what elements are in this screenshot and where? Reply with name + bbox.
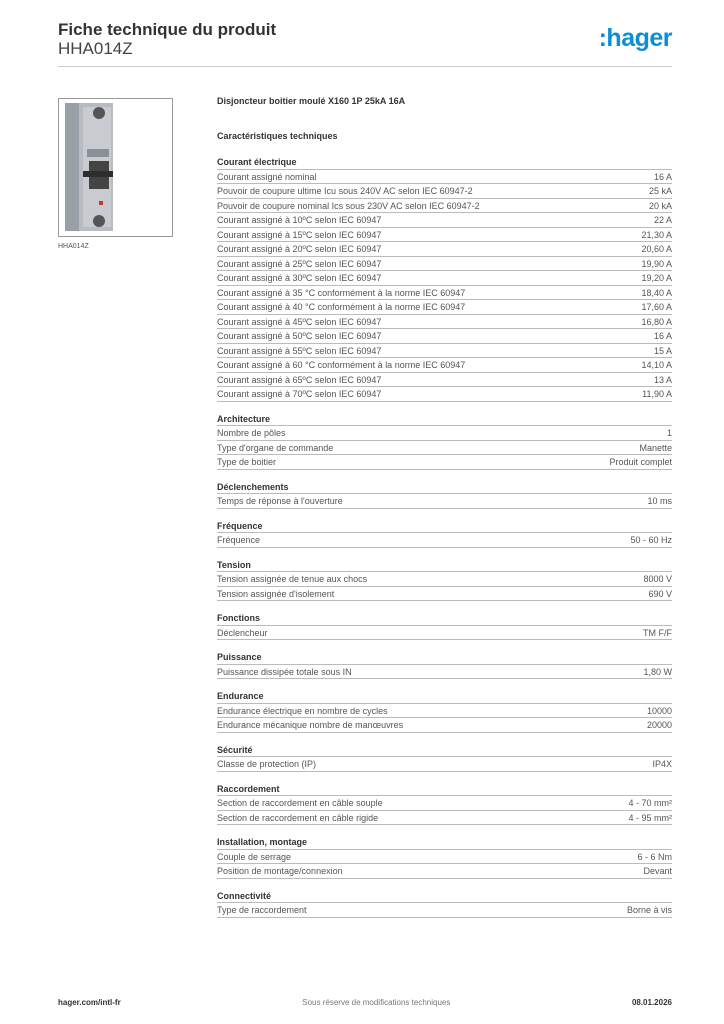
- spec-value: 16,80 A: [641, 316, 672, 327]
- spec-label: Section de raccordement en câble souple: [217, 798, 383, 808]
- section-heading: Puissance: [217, 650, 672, 665]
- page-title: Fiche technique du produit: [58, 20, 277, 39]
- spec-row: [217, 242, 672, 257]
- spec-value: 20000: [646, 720, 672, 730]
- hager-logo: :hager: [598, 24, 672, 52]
- spec-value: 16 A: [653, 331, 672, 341]
- spec-label: Endurance électrique en nombre de cycles: [217, 705, 388, 716]
- spec-section: [217, 611, 672, 640]
- spec-value: 20 kA: [648, 200, 672, 211]
- spec-row: [217, 170, 672, 185]
- spec-label: Type de raccordement: [217, 905, 307, 915]
- spec-label: Tension assignée d'isolement: [217, 588, 335, 599]
- circuit-breaker-icon: [59, 99, 172, 236]
- product-code: HHA014Z: [58, 39, 133, 58]
- spec-label: Courant assigné à 45ºC selon IEC 60947: [217, 316, 382, 327]
- spec-value: 19,20 A: [641, 273, 672, 283]
- spec-label: Courant assigné à 15ºC selon IEC 60947: [217, 229, 382, 240]
- spec-value: 690 V: [648, 588, 672, 599]
- spec-label: Pouvoir de coupure nominal Ics sous 230V AC selon IEC 60947-2: [217, 200, 480, 211]
- spec-section: [217, 782, 672, 826]
- spec-label: Courant assigné à 65ºC selon IEC 60947: [217, 374, 382, 385]
- spec-value: 8000 V: [643, 574, 672, 584]
- spec-row: [217, 903, 672, 918]
- spec-row: [217, 796, 672, 811]
- spec-row: [217, 213, 672, 228]
- characteristics-title: Caractéristiques techniques: [217, 131, 338, 141]
- spec-section: [217, 743, 672, 772]
- spec-label: Courant assigné à 25ºC selon IEC 60947: [217, 258, 382, 269]
- spec-section: [217, 650, 672, 679]
- spec-row: [217, 626, 672, 641]
- image-caption: HHA014Z: [58, 243, 89, 250]
- spec-label: Courant assigné à 40 °C conformément à la norme IEC 60947: [217, 302, 466, 312]
- spec-row: [217, 864, 672, 879]
- spec-label: Nombre de pôles: [217, 428, 286, 438]
- section-heading: Architecture: [217, 412, 672, 427]
- product-name: Disjoncteur boitier moulé X160 1P 25kA 16A: [217, 96, 406, 106]
- spec-value: 1,80 W: [643, 666, 672, 677]
- section-heading: Sécurité: [217, 743, 672, 758]
- spec-row: [217, 494, 672, 509]
- spec-row: [217, 387, 672, 402]
- spec-label: Courant assigné à 30ºC selon IEC 60947: [217, 273, 382, 283]
- spec-value: 4 - 70 mm²: [628, 798, 672, 808]
- spec-label: Courant assigné à 35 °C conformément à la norme IEC 60947: [217, 287, 466, 298]
- spec-row: [217, 373, 672, 388]
- spec-row: [217, 572, 672, 587]
- spec-row: [217, 426, 672, 441]
- spec-label: Courant assigné nominal: [217, 171, 317, 182]
- section-heading: Courant électrique: [217, 155, 672, 170]
- spec-section: [217, 155, 672, 402]
- spec-value: 6 - 6 Nm: [637, 851, 672, 862]
- spec-value: 50 - 60 Hz: [630, 535, 672, 545]
- spec-label: Courant assigné à 20ºC selon IEC 60947: [217, 244, 382, 254]
- spec-section: [217, 519, 672, 548]
- spec-value: 11,90 A: [642, 389, 672, 399]
- spec-value: 19,90 A: [641, 258, 672, 269]
- spec-row: [217, 704, 672, 719]
- section-heading: Fréquence: [217, 519, 672, 534]
- spec-row: [217, 344, 672, 359]
- spec-label: Courant assigné à 70ºC selon IEC 60947: [217, 389, 382, 399]
- section-heading: Installation, montage: [217, 835, 672, 850]
- spec-label: Déclencheur: [217, 627, 268, 638]
- spec-row: [217, 315, 672, 330]
- spec-value: 15 A: [653, 345, 672, 356]
- spec-value: 25 kA: [648, 186, 672, 196]
- spec-value: 21,30 A: [641, 229, 672, 240]
- spec-row: [217, 300, 672, 315]
- section-heading: Déclenchements: [217, 480, 672, 495]
- spec-value: 4 - 95 mm²: [628, 812, 672, 823]
- spec-value: 22 A: [653, 215, 672, 225]
- spec-label: Courant assigné à 55ºC selon IEC 60947: [217, 345, 382, 356]
- spec-value: 18,40 A: [641, 287, 672, 298]
- spec-section: [217, 480, 672, 509]
- spec-label: Couple de serrage: [217, 851, 292, 862]
- spec-value: 20,60 A: [641, 244, 672, 254]
- spec-row: [217, 455, 672, 470]
- spec-sections: [217, 155, 672, 918]
- spec-column: [217, 94, 672, 918]
- spec-value: Produit complet: [609, 457, 672, 467]
- spec-value: 17,60 A: [641, 302, 672, 312]
- spec-value: 1: [666, 428, 672, 438]
- spec-label: Courant assigné à 60 °C conformément à la norme IEC 60947: [217, 360, 466, 370]
- spec-label: Pouvoir de coupure ultime Icu sous 240V AC selon IEC 60947-2: [217, 186, 473, 196]
- spec-label: Tension assignée de tenue aux chocs: [217, 574, 368, 584]
- spec-label: Type de boitier: [217, 457, 277, 467]
- spec-label: Classe de protection (IP): [217, 759, 317, 769]
- spec-row: [217, 757, 672, 772]
- spec-row: [217, 271, 672, 286]
- spec-row: [217, 184, 672, 199]
- spec-row: [217, 718, 672, 733]
- section-heading: Connectivité: [217, 889, 672, 904]
- spec-row: [217, 850, 672, 865]
- section-heading: Tension: [217, 558, 672, 573]
- spec-row: [217, 199, 672, 214]
- footer-date: 08.01.2026: [631, 998, 672, 1007]
- spec-label: Endurance mécanique nombre de manœuvres: [217, 720, 404, 730]
- spec-label: Courant assigné à 50ºC selon IEC 60947: [217, 331, 382, 341]
- spec-label: Section de raccordement en câble rigide: [217, 812, 379, 823]
- spec-label: Puissance dissipée totale sous IN: [217, 666, 352, 677]
- spec-value: TM F/F: [643, 627, 672, 638]
- spec-row: [217, 811, 672, 826]
- spec-row: [217, 286, 672, 301]
- footer-url[interactable]: hager.com/intl-fr: [58, 998, 121, 1007]
- spec-section: [217, 835, 672, 879]
- footer-note: Sous réserve de modifications techniques: [302, 998, 451, 1007]
- spec-section: [217, 412, 672, 470]
- section-heading: Raccordement: [217, 782, 672, 797]
- header-divider: [58, 66, 672, 67]
- spec-label: Temps de réponse à l'ouverture: [217, 496, 343, 506]
- spec-label: Fréquence: [217, 535, 261, 545]
- spec-row: [217, 587, 672, 602]
- spec-value: Manette: [639, 442, 672, 453]
- spec-value: 14,10 A: [641, 360, 672, 370]
- spec-row: [217, 228, 672, 243]
- spec-value: 10 ms: [647, 496, 672, 506]
- section-heading: Endurance: [217, 689, 672, 704]
- footer: [58, 998, 672, 1007]
- spec-section: [217, 689, 672, 733]
- spec-row: [217, 533, 672, 548]
- spec-value: 13 A: [653, 374, 672, 385]
- spec-value: 10000: [646, 705, 672, 716]
- section-heading: Fonctions: [217, 611, 672, 626]
- spec-label: Courant assigné à 10ºC selon IEC 60947: [217, 215, 382, 225]
- spec-value: Devant: [643, 866, 672, 876]
- spec-row: [217, 358, 672, 373]
- spec-row: [217, 441, 672, 456]
- spec-label: Type d'organe de commande: [217, 442, 334, 453]
- spec-value: Borne à vis: [626, 905, 672, 915]
- spec-value: 16 A: [653, 171, 672, 182]
- product-image: [58, 98, 173, 237]
- spec-label: Position de montage/connexion: [217, 866, 343, 876]
- spec-value: IP4X: [652, 759, 672, 769]
- spec-section: [217, 558, 672, 602]
- spec-row: [217, 329, 672, 344]
- spec-row: [217, 257, 672, 272]
- spec-section: [217, 889, 672, 918]
- spec-row: [217, 665, 672, 680]
